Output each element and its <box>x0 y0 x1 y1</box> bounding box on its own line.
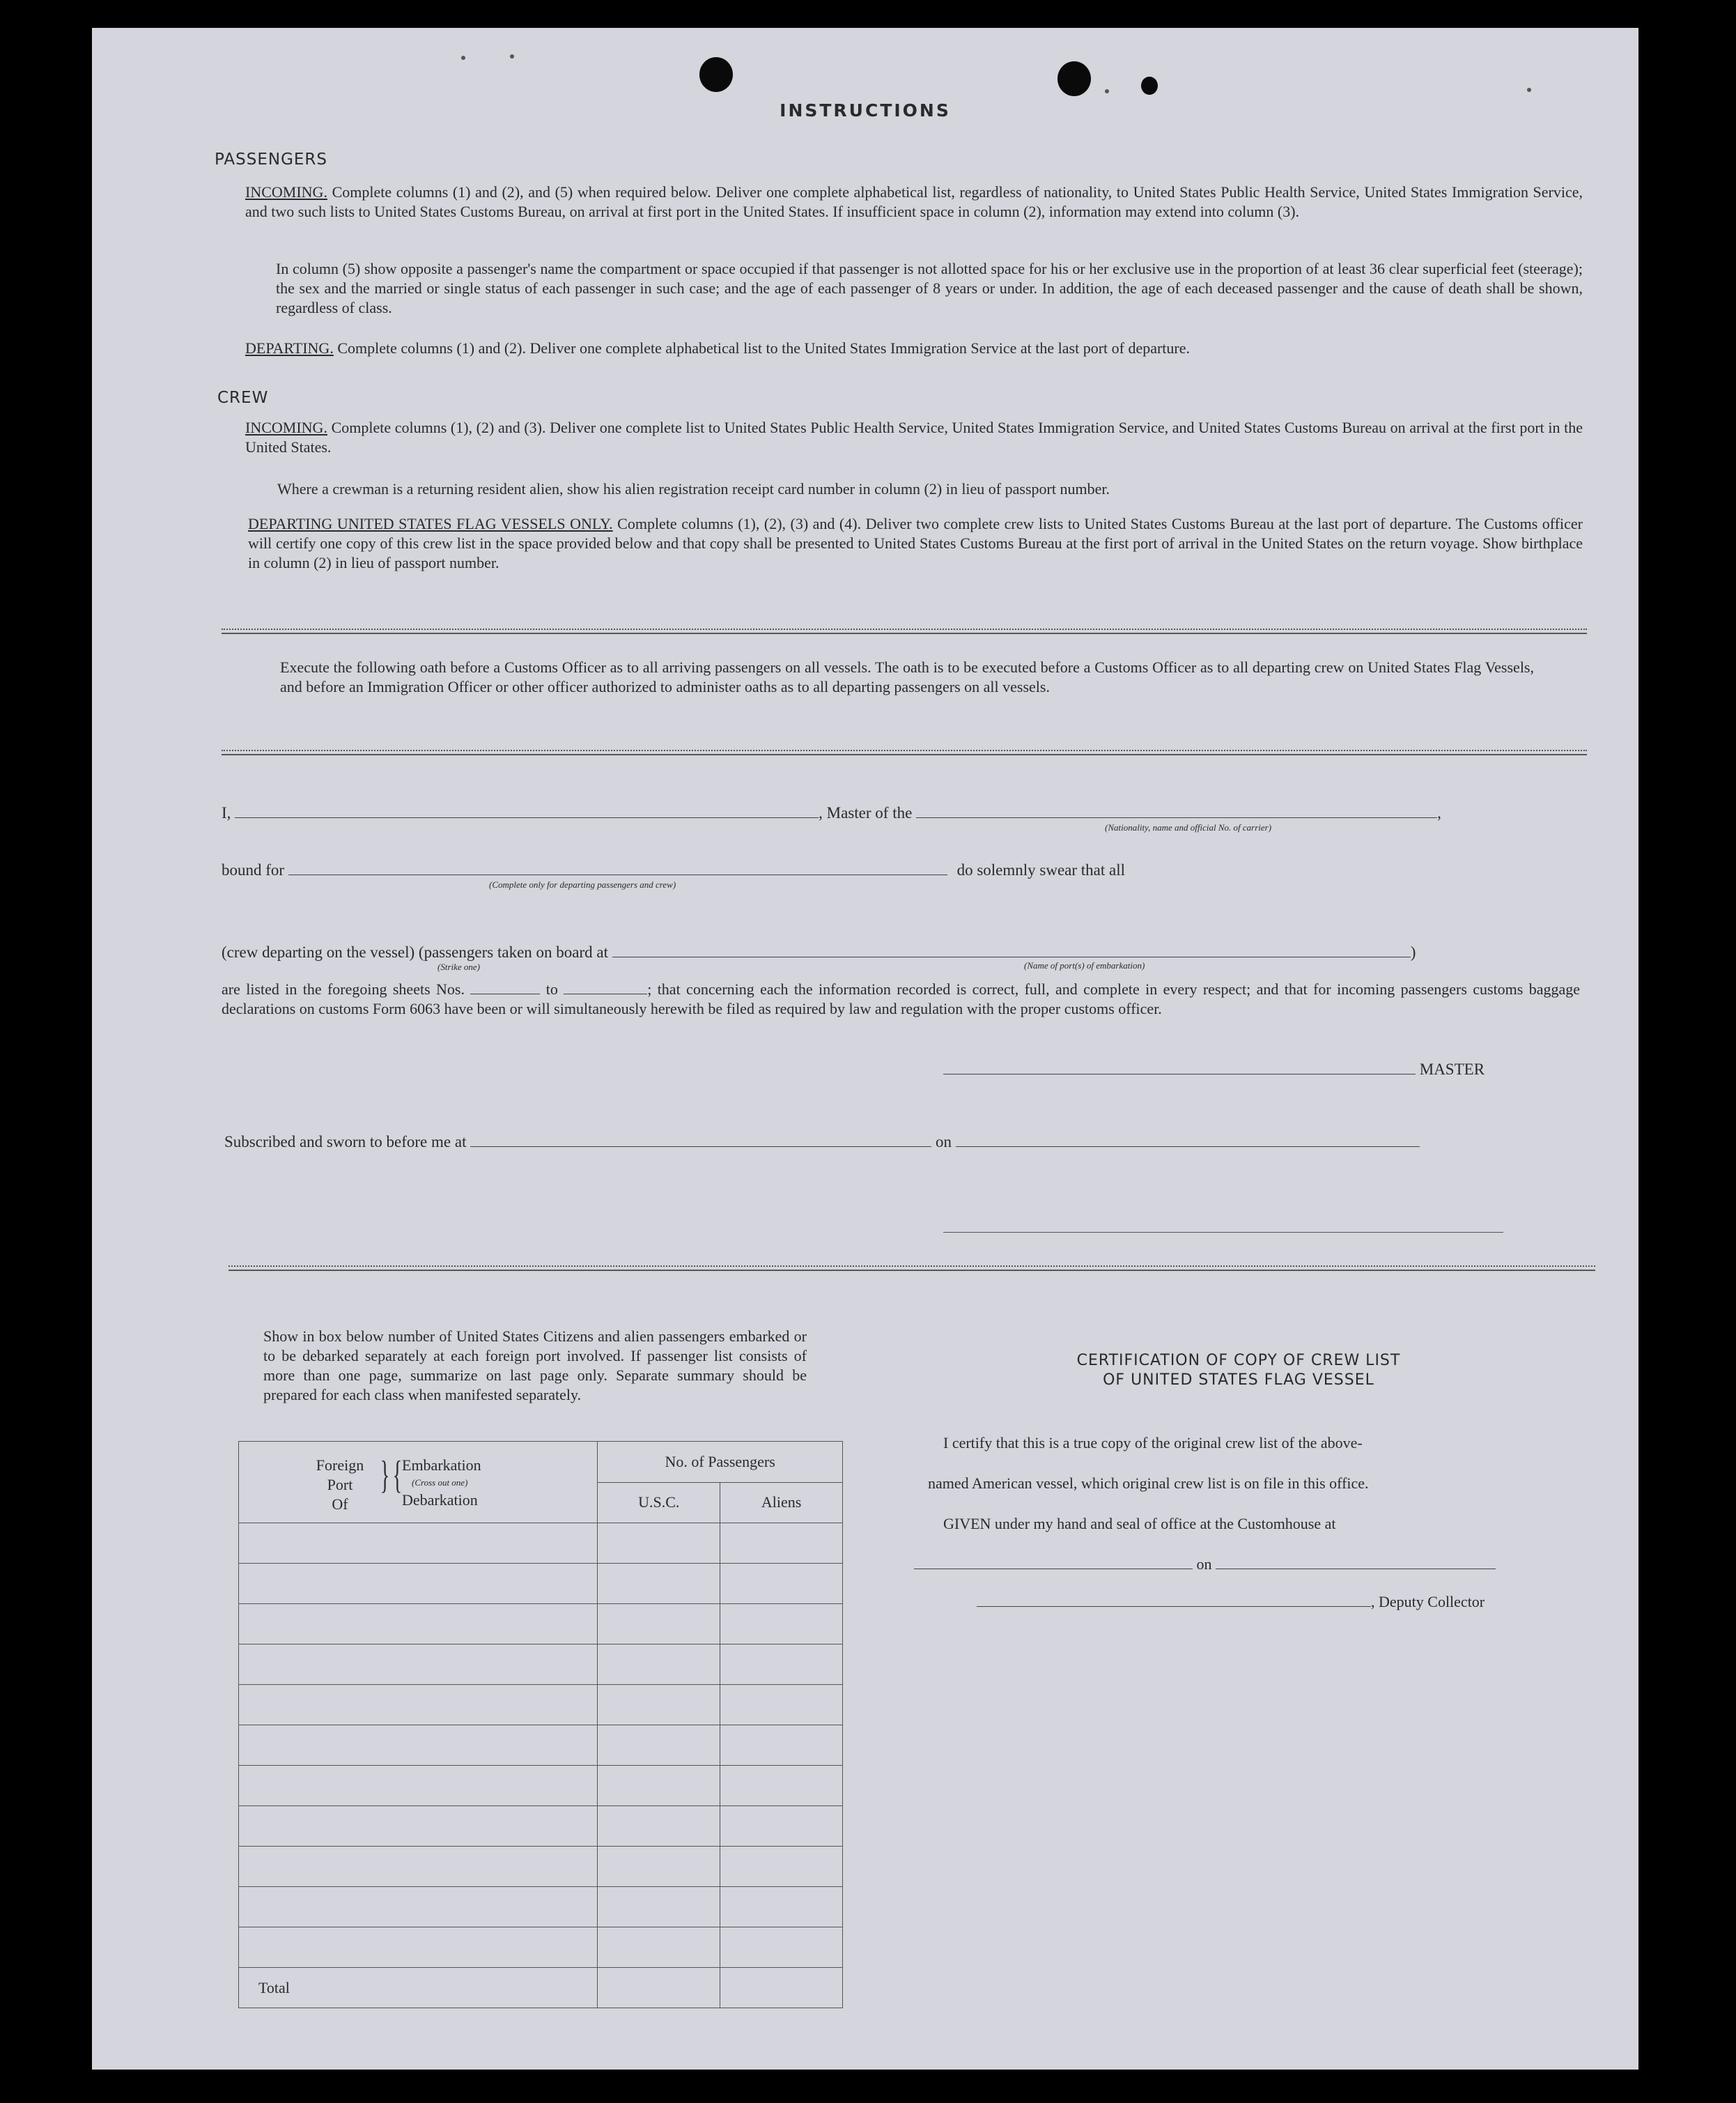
oath-embark-row <box>222 943 1416 962</box>
port-label: Port <box>327 1476 353 1493</box>
aliens-cell[interactable] <box>720 1887 843 1927</box>
aliens-cell[interactable] <box>720 1766 843 1806</box>
table-row[interactable] <box>239 1604 598 1644</box>
subscribed-place-field[interactable] <box>470 1146 931 1147</box>
crew-departing-paragraph <box>248 514 1583 573</box>
table-row[interactable] <box>239 1685 598 1725</box>
divider-2 <box>222 750 1587 751</box>
deputy-label: , Deputy Collector <box>1371 1593 1485 1610</box>
usc-cell[interactable] <box>598 1927 720 1968</box>
table-row[interactable] <box>239 1766 598 1806</box>
table-row[interactable] <box>239 1887 598 1927</box>
usc-cell[interactable] <box>598 1766 720 1806</box>
passengers-incoming-paragraph <box>245 183 1583 222</box>
crew-incoming-label: INCOMING. <box>245 419 327 436</box>
aliens-cell[interactable] <box>720 1685 843 1725</box>
certify-on-label: on <box>1196 1555 1212 1573</box>
page-title: INSTRUCTIONS <box>780 100 951 121</box>
debarkation-label: Debarkation <box>402 1491 478 1509</box>
to-label: to <box>545 980 558 998</box>
foreign-label: Foreign <box>316 1456 364 1474</box>
passengers-heading: PASSENGERS <box>215 151 328 169</box>
speck <box>510 54 514 59</box>
cross-out-note: (Cross out one) <box>412 1477 468 1488</box>
usc-cell[interactable] <box>598 1725 720 1766</box>
passenger-summary-table <box>238 1441 843 2008</box>
subscribed-date-field[interactable] <box>956 1146 1420 1147</box>
master-label: MASTER <box>1419 1061 1485 1078</box>
passengers-incoming-text: Complete columns (1) and (2), and (5) when required below. Deliver one complete alphabetical list, regardless of nationality, to United States Public Health Service, United States Immigration Service, and two such lists to United States Customs Bureau, on arrival at first port in the United States. If insufficient space in column (2), information may extend into column (3). <box>245 183 1583 220</box>
table-row[interactable] <box>239 1725 598 1766</box>
aliens-cell[interactable] <box>720 1927 843 1968</box>
bound-note: (Complete only for departing passengers and crew) <box>489 879 676 890</box>
certify-line-3: GIVEN under my hand and seal of office at the Customhouse at <box>943 1515 1336 1532</box>
listed-label: are listed in the foregoing sheets Nos. <box>222 980 465 998</box>
divider-3 <box>228 1265 1595 1267</box>
on-label: on <box>935 1133 952 1150</box>
passengers-column5-paragraph: In column (5) show opposite a passenger's name the compartment or space occupied if that passenger is not allotted space for his or her exclusive use in the proportion of at least 36 clear superficial feet (steerage); the sex and the married or single status of each passenger in such case; and the age of each passenger of 8 years or under. In addition, the age of each deceased passenger and the cause of death shall be shown, regardless of class. <box>276 260 1583 316</box>
oath-listed-paragraph <box>222 980 1580 1019</box>
oath-intro-paragraph: Execute the following oath before a Customs Officer as to all arriving passengers on all vessels. The oath is to be executed before a Customs Officer as to all departing crew on United States Flag Vessels, and before an Immigration Officer or other officer authorized to administer oaths as to all departing passengers on all vessels. <box>280 658 1534 695</box>
carrier-field[interactable] <box>916 817 1437 818</box>
crew-resident-paragraph: Where a crewman is a returning resident alien, show his alien registration receipt card number in column (2) in lieu of passport number. <box>277 480 1110 498</box>
of-label: Of <box>332 1495 348 1513</box>
passengers-departing-paragraph <box>245 339 1583 358</box>
certify-line-2: named American vessel, which original crew list is on file in this office. <box>928 1474 1369 1492</box>
carrier-note: (Nationality, name and official No. of carrier) <box>1105 822 1272 833</box>
certify-place-row <box>914 1555 1496 1573</box>
oath-master-row: I, , Master of the , <box>222 804 1441 822</box>
close-paren: ) <box>1410 943 1416 961</box>
passengers-departing-label: DEPARTING. <box>245 339 334 357</box>
crew-departing-label: DEPARTING UNITED STATES FLAG VESSELS ONLY. <box>248 515 613 532</box>
port-note: (Name of port(s) of embarkation) <box>1024 960 1145 971</box>
aliens-cell[interactable] <box>720 1725 843 1766</box>
usc-header: U.S.C. <box>598 1482 720 1523</box>
certify-line-1: I certify that this is a true copy of the original crew list of the above- <box>943 1434 1363 1451</box>
aliens-cell[interactable] <box>720 1564 843 1604</box>
speck <box>1527 88 1531 92</box>
port-header-cell <box>239 1442 598 1523</box>
table-row[interactable] <box>239 1847 598 1887</box>
oath-i-label: I, <box>222 804 231 822</box>
subscribed-row <box>224 1133 1420 1151</box>
crew-incoming-paragraph <box>245 418 1583 457</box>
brace-icon-2: { <box>392 1454 403 1497</box>
usc-total-cell[interactable] <box>598 1968 720 2008</box>
usc-cell[interactable] <box>598 1604 720 1644</box>
usc-cell[interactable] <box>598 1523 720 1564</box>
strike-note: (Strike one) <box>437 962 481 972</box>
table-row[interactable] <box>239 1806 598 1847</box>
usc-cell[interactable] <box>598 1644 720 1685</box>
punch-hole-left <box>699 57 733 92</box>
officer-signature-line[interactable] <box>943 1232 1503 1233</box>
table-row[interactable] <box>239 1523 598 1564</box>
swear-label: do solemnly swear that all <box>956 861 1126 879</box>
aliens-header: Aliens <box>720 1482 843 1523</box>
no-passengers-header: No. of Passengers <box>598 1442 843 1483</box>
aliens-cell[interactable] <box>720 1523 843 1564</box>
table-row[interactable] <box>239 1927 598 1968</box>
passengers-departing-text: Complete columns (1) and (2). Deliver one complete alphabetical list to the United States Immigration Service at the last port of departure. <box>337 339 1191 357</box>
oath-bound-row <box>222 861 1125 879</box>
usc-cell[interactable] <box>598 1685 720 1725</box>
aliens-cell[interactable] <box>720 1644 843 1685</box>
master-name-field[interactable] <box>235 817 819 818</box>
divider-1 <box>222 629 1587 630</box>
deputy-row <box>977 1593 1485 1611</box>
bound-for-label: bound for <box>222 861 285 879</box>
table-row[interactable] <box>239 1564 598 1604</box>
certification-title-1: CERTIFICATION OF COPY OF CREW LIST <box>1076 1352 1401 1369</box>
subscribed-label: Subscribed and sworn to before me at <box>224 1133 467 1150</box>
aliens-cell[interactable] <box>720 1806 843 1847</box>
speck <box>1105 89 1109 93</box>
embarkation-label: Embarkation <box>402 1456 481 1474</box>
table-row[interactable] <box>239 1644 598 1685</box>
total-row <box>239 1968 598 2008</box>
usc-cell[interactable] <box>598 1887 720 1927</box>
usc-cell[interactable] <box>598 1847 720 1887</box>
usc-cell[interactable] <box>598 1564 720 1604</box>
divider-1b <box>222 633 1587 634</box>
aliens-cell[interactable] <box>720 1604 843 1644</box>
deputy-signature-field[interactable] <box>977 1606 1371 1607</box>
ink-blot <box>1141 77 1158 95</box>
crew-departing-label: (crew departing on the vessel) (passengers taken on board at <box>222 943 608 961</box>
brace-icon: } <box>380 1454 390 1497</box>
aliens-total-cell[interactable] <box>720 1968 843 2008</box>
crew-departing-text: Complete columns (1), (2), (3) and (4). Deliver two complete crew lists to United States Customs Bureau at the last port of departure. The Customs officer will certify one copy of this crew list in the space provided below and that copy shall be presented to United States Customs Bureau at the first port of arrival in the United States on the return voyage. Show birthplace in column (2) in lieu of passport number. <box>248 515 1583 571</box>
aliens-cell[interactable] <box>720 1847 843 1887</box>
usc-cell[interactable] <box>598 1806 720 1847</box>
crew-heading: CREW <box>217 389 269 407</box>
document-page <box>92 28 1638 2070</box>
master-signature-row <box>943 1061 1485 1079</box>
divider-2b <box>222 754 1587 755</box>
total-label: Total <box>258 1978 290 1996</box>
speck <box>461 56 465 60</box>
master-of-label: , Master of the <box>819 804 913 822</box>
listed-text: ; that concerning each the information recorded is correct, full, and complete in every respect; and that for incoming passengers customs baggage declarations on customs Form 6063 have been or will simultaneously herewith be filed as required by law and regulation with the proper customs officer. <box>222 980 1581 1017</box>
certification-title-2: OF UNITED STATES FLAG VESSEL <box>1103 1371 1374 1389</box>
crew-incoming-text: Complete columns (1), (2) and (3). Deliver one complete list to United States Public Health Service, United States Immigration Service, and United States Customs Bureau on arrival at the first port in the United States. <box>245 419 1583 456</box>
punch-hole-right <box>1057 61 1091 96</box>
passengers-incoming-label: INCOMING. <box>245 183 327 201</box>
divider-3b <box>228 1270 1595 1271</box>
summary-instructions: Show in box below number of United States Citizens and alien passengers embarked or to be debarked separately at each foreign port involved. If passenger list consists of more than one page, summarize on last page only. Separate summary should be prepared for each class when manifested separately. <box>263 1327 807 1403</box>
